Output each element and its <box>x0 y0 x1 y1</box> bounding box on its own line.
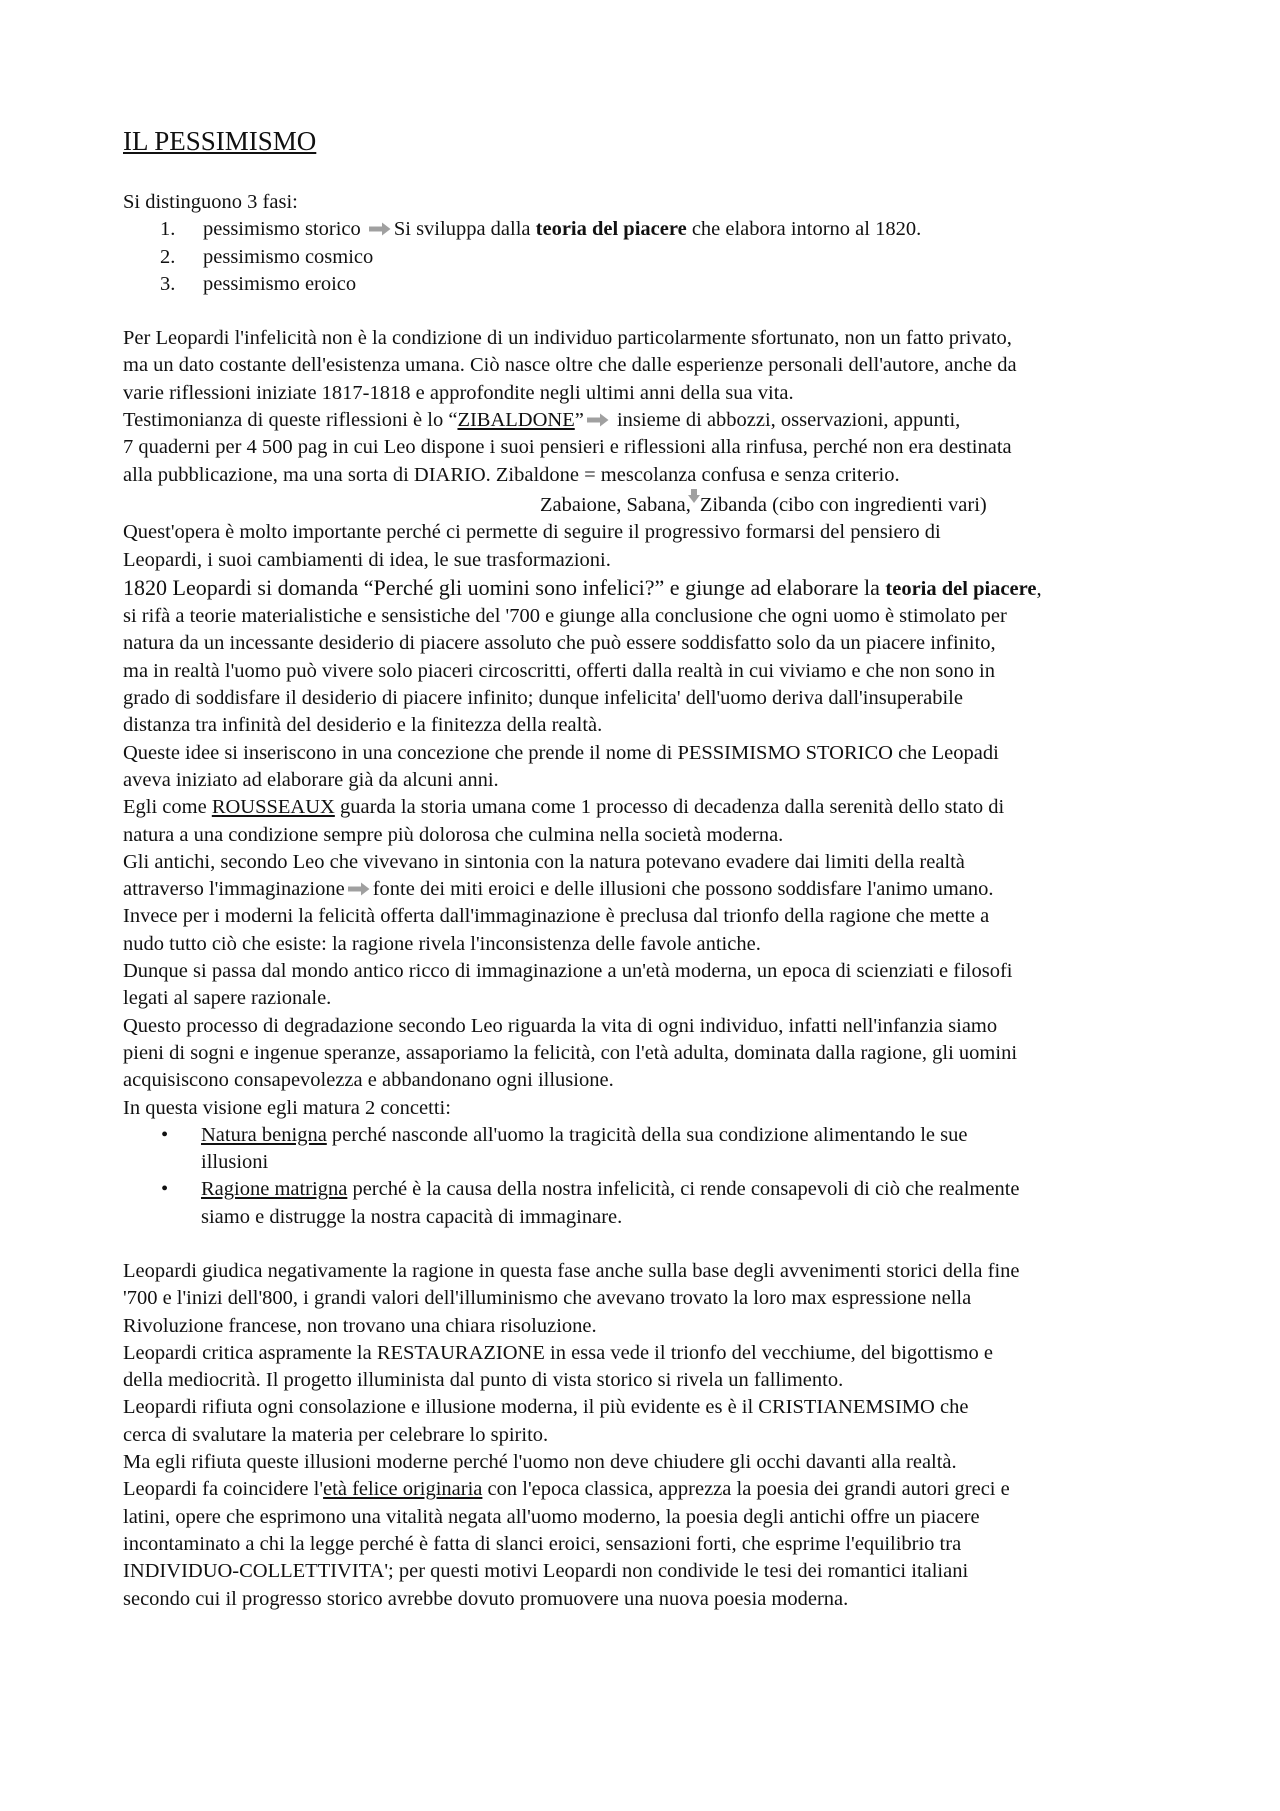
paragraph-line: Queste idee si inseriscono in una concezione che prende il nome di PESSIMISMO STORICO che Leopadi <box>123 741 999 764</box>
paragraph-line: cerca di svalutare la materia per celebrare lo spirito. <box>123 1423 549 1446</box>
paragraph-line: Leopardi rifiuta ogni consolazione e illusione moderna, il più evidente es è il CRISTIANEMSIMO che <box>123 1396 969 1419</box>
phase-desc-bold: teoria del piacere <box>535 218 687 241</box>
rousseau-term: ROUSSEAUX <box>211 796 335 819</box>
phase-desc-pre: Si sviluppa dalla <box>393 218 536 241</box>
phase-label: pessimismo eroico <box>203 272 357 295</box>
paragraph-line: Gli antichi, secondo Leo che vivevano in sintonia con la natura potevano evadere dai limiti della realtà <box>123 850 965 873</box>
paragraph-line: aveva iniziato ad elaborare già da alcuni anni. <box>123 768 499 791</box>
rousseau-line: Egli come ROUSSEAUX guarda la storia umana come 1 processo di decadenza dalla serenità dello stato di <box>123 796 1005 819</box>
list-item: • Ragione matrigna perché è la causa della nostra infelicità, ci rende consapevoli di ciò che realmente siamo e distrugge la nostra capacità di immaginare. <box>161 1178 1020 1228</box>
paragraph-line: Leopardi giudica negativamente la ragione in questa fase anche sulla base degli avvenimenti storici della fine <box>123 1259 1020 1282</box>
paragraph-line: si rifà a teorie materialistiche e sensistiche del '700 e giunge alla conclusione che ogni uomo è stimolato per <box>123 605 1007 628</box>
list-item <box>160 216 1168 243</box>
concepts-list <box>123 1122 1168 1231</box>
paragraph-line: Leopardi, i suoi cambiamenti di idea, le sue trasformazioni. <box>123 548 611 571</box>
paragraph-line: natura a una condizione sempre più dolorosa che culmina nella società moderna. <box>123 823 784 846</box>
phase-label: pessimismo cosmico <box>203 245 374 268</box>
list-number: 2. <box>160 245 176 268</box>
phases-list <box>123 216 1168 298</box>
paragraph-line: varie riflessioni iniziate 1817-1818 e approfondite negli ultimi anni della sua vita. <box>123 381 794 404</box>
eta-felice-term: età felice originaria <box>323 1478 483 1501</box>
list-item <box>160 271 1168 298</box>
list-item <box>160 244 1168 271</box>
bullet: • <box>161 1178 169 1201</box>
paragraph-line: grado di soddisfare il desiderio di piacere infinito; dunque infelicita' dell'uomo deriva dall'insuperabile <box>123 687 963 710</box>
list-item: • Natura benigna perché nasconde all'uomo la tragicità della sua condizione alimentando le sue illusioni <box>161 1123 968 1174</box>
zibaldone-line: Testimonianza di queste riflessioni è lo “ZIBALDONE” insieme di abbozzi, osservazioni, appunti, <box>123 409 961 432</box>
paragraph-line: legati al sapere razionale. <box>123 987 332 1010</box>
paragraph-line: Per Leopardi l'infelicità non è la condizione di un individuo particolarmente sfortunato, non un fatto privato, <box>123 327 1012 350</box>
right-arrow-icon <box>369 222 391 236</box>
down-arrow-icon <box>688 489 700 503</box>
paragraph-line: incontaminato a chi la legge perché è fatta di slanci eroici, sensazioni forti, che esprime l'equilibrio tra <box>123 1532 962 1555</box>
paragraph-line: Quest'opera è molto importante perché ci permette di seguire il progressivo formarsi del pensiero di <box>123 521 941 544</box>
paragraph-line: secondo cui il progresso storico avrebbe dovuto promuovere una nuova poesia moderna. <box>123 1587 849 1610</box>
paragraph-line: attraverso l'immaginazione fonte dei miti eroici e delle illusioni che possono soddisfare l'animo umano. <box>123 878 994 901</box>
bullet: • <box>161 1123 169 1146</box>
paragraph-line: alla pubblicazione, ma una sorta di DIARIO. Zibaldone = mescolanza confusa e senza criterio. <box>123 463 900 486</box>
phase-desc-tail: che elabora intorno al 1820. <box>686 218 922 241</box>
right-arrow-icon <box>587 413 609 427</box>
paragraph-line: nudo tutto ciò che esiste: la ragione rivela l'inconsistenza delle favole antiche. <box>123 932 761 955</box>
paragraph-line: distanza tra infinità del desiderio e la finitezza della realtà. <box>123 714 603 737</box>
paragraph-line: Leopardi critica aspramente la RESTAURAZIONE in essa vede il trionfo del vecchiume, del bigottismo e <box>123 1341 993 1364</box>
paragraph-line: Invece per i moderni la felicità offerta dall'immaginazione è preclusa dal trionfo della ragione che mette a <box>123 905 990 928</box>
paragraph-line: natura da un incessante desiderio di piacere assoluto che può essere soddisfatto solo da un piacere infinito, <box>123 632 996 655</box>
paragraph-line: In questa visione egli matura 2 concetti: <box>123 1096 451 1119</box>
paragraph-line: pieni di sogni e ingenue speranze, assaporiamo la felicità, con l'età adulta, dominata dalla ragione, gli uomini <box>123 1041 1018 1064</box>
paragraph-line: Ma egli rifiuta queste illusioni moderne perché l'uomo non deve chiudere gli occhi davanti alla realtà. <box>123 1451 957 1474</box>
zibaldone-synonyms: Zabaione, Sabana, Zibanda (cibo con ingredienti vari) <box>123 489 1168 519</box>
paragraph-line: acquisiscono consapevolezza e abbandonano ogni illusione. <box>123 1069 614 1092</box>
paragraph-line: Rivoluzione francese, non trovano una chiara risoluzione. <box>123 1314 597 1337</box>
paragraph-line: '700 e l'inizi dell'800, i grandi valori dell'illuminismo che avevano trovato la loro max espressione nella <box>123 1287 972 1310</box>
paragraph-line: latini, opere che esprimono una vitalità negata all'uomo moderno, la poesia degli antichi offre un piacere <box>123 1505 980 1528</box>
paragraph-line: INDIVIDUO-COLLETTIVITA'; per questi motivi Leopardi non condivide le tesi dei romantici italiani <box>123 1560 969 1583</box>
list-number: 3. <box>160 272 176 295</box>
list-number: 1. <box>160 218 176 241</box>
paragraph-line: Leopardi fa coincidere l'età felice originaria con l'epoca classica, apprezza la poesia dei grandi autori greci e <box>123 1478 1010 1501</box>
paragraph-line: Questo processo di degradazione secondo Leo riguarda la vita di ogni individuo, infatti nell'infanzia siamo <box>123 1014 998 1037</box>
paragraph-line: 1820 Leopardi si domanda “Perché gli uomini sono infelici?” e giunge ad elaborare la teoria del piacere, <box>123 574 1042 600</box>
concept-term: Natura benigna <box>201 1123 327 1146</box>
phase-label: pessimismo storico <box>203 218 361 241</box>
paragraph-line: ma in realtà l'uomo può vivere solo piaceri circoscritti, offerti dalla realtà in cui viviamo e che non sono in <box>123 659 996 682</box>
right-arrow-icon <box>348 882 370 896</box>
paragraph-line: della mediocrità. Il progetto illuminista dal punto di vista storico si rivela un fallimento. <box>123 1369 844 1392</box>
paragraph-line: 7 quaderni per 4 500 pag in cui Leo dispone i suoi pensieri e riflessioni alla rinfusa, perché non era destinata <box>123 436 1012 459</box>
zibaldone-term: ZIBALDONE <box>457 409 575 432</box>
intro-line: Si distinguono 3 fasi: <box>123 191 298 213</box>
page-title: IL PESSIMISMO <box>123 126 317 156</box>
paragraph-line: ma un dato costante dell'esistenza umana. Ciò nasce oltre che dalle esperienze personali dell'autore, anche da <box>123 354 1017 377</box>
concept-term: Ragione matrigna <box>201 1178 348 1201</box>
paragraph-line: Dunque si passa dal mondo antico ricco di immaginazione a un'età moderna, un epoca di scienziati e filosofi <box>123 960 1013 983</box>
